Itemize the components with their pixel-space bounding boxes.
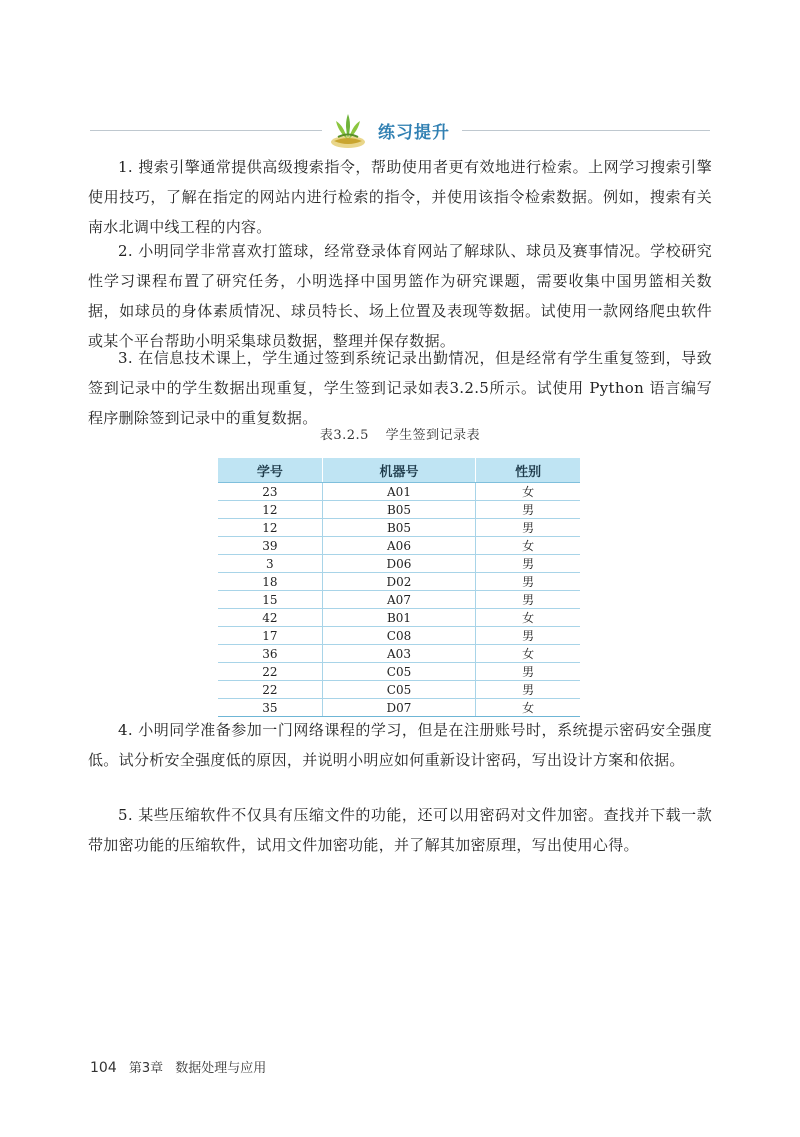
cell-student-id: 23 xyxy=(218,483,322,501)
cell-student-id: 15 xyxy=(218,591,322,609)
cell-gender: 男 xyxy=(476,519,580,537)
table-row xyxy=(218,681,580,699)
leaf-book-icon xyxy=(328,110,368,150)
question-4: 4. 小明同学准备参加一门网络课程的学习，但是在注册账号时，系统提示密码安全强度低。试分析安全强度低的原因，并说明小明应如何重新设计密码，写出设计方案和依据。 xyxy=(88,721,712,769)
header-rule-left xyxy=(90,130,322,131)
table-row xyxy=(218,501,580,519)
column-header-gender: 性别 xyxy=(476,458,580,483)
header-rule-right xyxy=(462,130,710,131)
cell-machine-id: A07 xyxy=(322,591,476,609)
page-number: 104 xyxy=(90,1060,117,1076)
cell-machine-id: D02 xyxy=(322,573,476,591)
cell-gender: 女 xyxy=(476,483,580,501)
cell-student-id: 42 xyxy=(218,609,322,627)
table-title: 学生签到记录表 xyxy=(385,428,481,443)
cell-gender: 男 xyxy=(476,555,580,573)
table-row xyxy=(218,555,580,573)
table-header-row xyxy=(218,458,580,483)
cell-gender: 男 xyxy=(476,627,580,645)
table-row xyxy=(218,483,580,501)
chapter-label: 第3章 xyxy=(128,1061,164,1076)
question-2: 2. 小明同学非常喜欢打篮球，经常登录体育网站了解球队、球员及赛事情况。学校研究性学习课程布置了研究任务，小明选择中国男篮作为研究课题，需要收集中国男篮相关数据，如球员的身体素质情况、球员特长、场上位置及表现等数据。试使用一款网络爬虫软件或某个平台帮助小明采集球员数据，整理并保存数据。 xyxy=(88,242,712,350)
cell-machine-id: C05 xyxy=(322,663,476,681)
cell-gender: 男 xyxy=(476,573,580,591)
cell-gender: 男 xyxy=(476,591,580,609)
cell-gender: 女 xyxy=(476,537,580,555)
cell-gender: 女 xyxy=(476,699,580,717)
cell-machine-id: D06 xyxy=(322,555,476,573)
cell-machine-id: B05 xyxy=(322,519,476,537)
cell-student-id: 18 xyxy=(218,573,322,591)
table-row xyxy=(218,609,580,627)
cell-gender: 女 xyxy=(476,645,580,663)
cell-machine-id: A03 xyxy=(322,645,476,663)
page-footer xyxy=(90,1057,266,1076)
section-title: 练习提升 xyxy=(378,123,450,143)
cell-machine-id: B01 xyxy=(322,609,476,627)
table-row xyxy=(218,573,580,591)
table-row xyxy=(218,519,580,537)
table-row xyxy=(218,591,580,609)
cell-machine-id: A06 xyxy=(322,537,476,555)
question-1: 1. 搜索引擎通常提供高级搜索指令，帮助使用者更有效地进行检索。上网学习搜索引擎使用技巧，了解在指定的网站内进行检索的指令，并使用该指令检索数据。例如，搜索有关南水北调中线工程的内容。 xyxy=(88,158,712,236)
table-row xyxy=(218,537,580,555)
question-3: 3. 在信息技术课上，学生通过签到系统记录出勤情况，但是经常有学生重复签到，导致签到记录中的学生数据出现重复，学生签到记录如表3.2.5所示。试使用 Python 语言编写程序删除签到记录中的重复数据。 xyxy=(88,349,712,427)
cell-gender: 男 xyxy=(476,501,580,519)
chapter-title: 数据处理与应用 xyxy=(175,1061,267,1076)
table-row xyxy=(218,699,580,717)
table-row xyxy=(218,645,580,663)
cell-gender: 男 xyxy=(476,663,580,681)
cell-student-id: 39 xyxy=(218,537,322,555)
cell-gender: 男 xyxy=(476,681,580,699)
cell-student-id: 17 xyxy=(218,627,322,645)
cell-machine-id: A01 xyxy=(322,483,476,501)
cell-machine-id: B05 xyxy=(322,501,476,519)
table-number: 表3.2.5 xyxy=(319,428,369,443)
attendance-table xyxy=(218,458,580,717)
cell-student-id: 12 xyxy=(218,501,322,519)
section-header xyxy=(0,108,800,152)
cell-gender: 女 xyxy=(476,609,580,627)
table-caption xyxy=(0,424,800,443)
table-row xyxy=(218,663,580,681)
cell-student-id: 22 xyxy=(218,681,322,699)
cell-student-id: 35 xyxy=(218,699,322,717)
cell-student-id: 36 xyxy=(218,645,322,663)
column-header-student-id: 学号 xyxy=(218,458,322,483)
column-header-machine-id: 机器号 xyxy=(322,458,476,483)
table-row xyxy=(218,627,580,645)
cell-machine-id: D07 xyxy=(322,699,476,717)
cell-student-id: 3 xyxy=(218,555,322,573)
cell-machine-id: C08 xyxy=(322,627,476,645)
cell-student-id: 22 xyxy=(218,663,322,681)
cell-machine-id: C05 xyxy=(322,681,476,699)
cell-student-id: 12 xyxy=(218,519,322,537)
question-5: 5. 某些压缩软件不仅具有压缩文件的功能，还可以用密码对文件加密。查找并下载一款带加密功能的压缩软件，试用文件加密功能，并了解其加密原理，写出使用心得。 xyxy=(88,806,712,854)
